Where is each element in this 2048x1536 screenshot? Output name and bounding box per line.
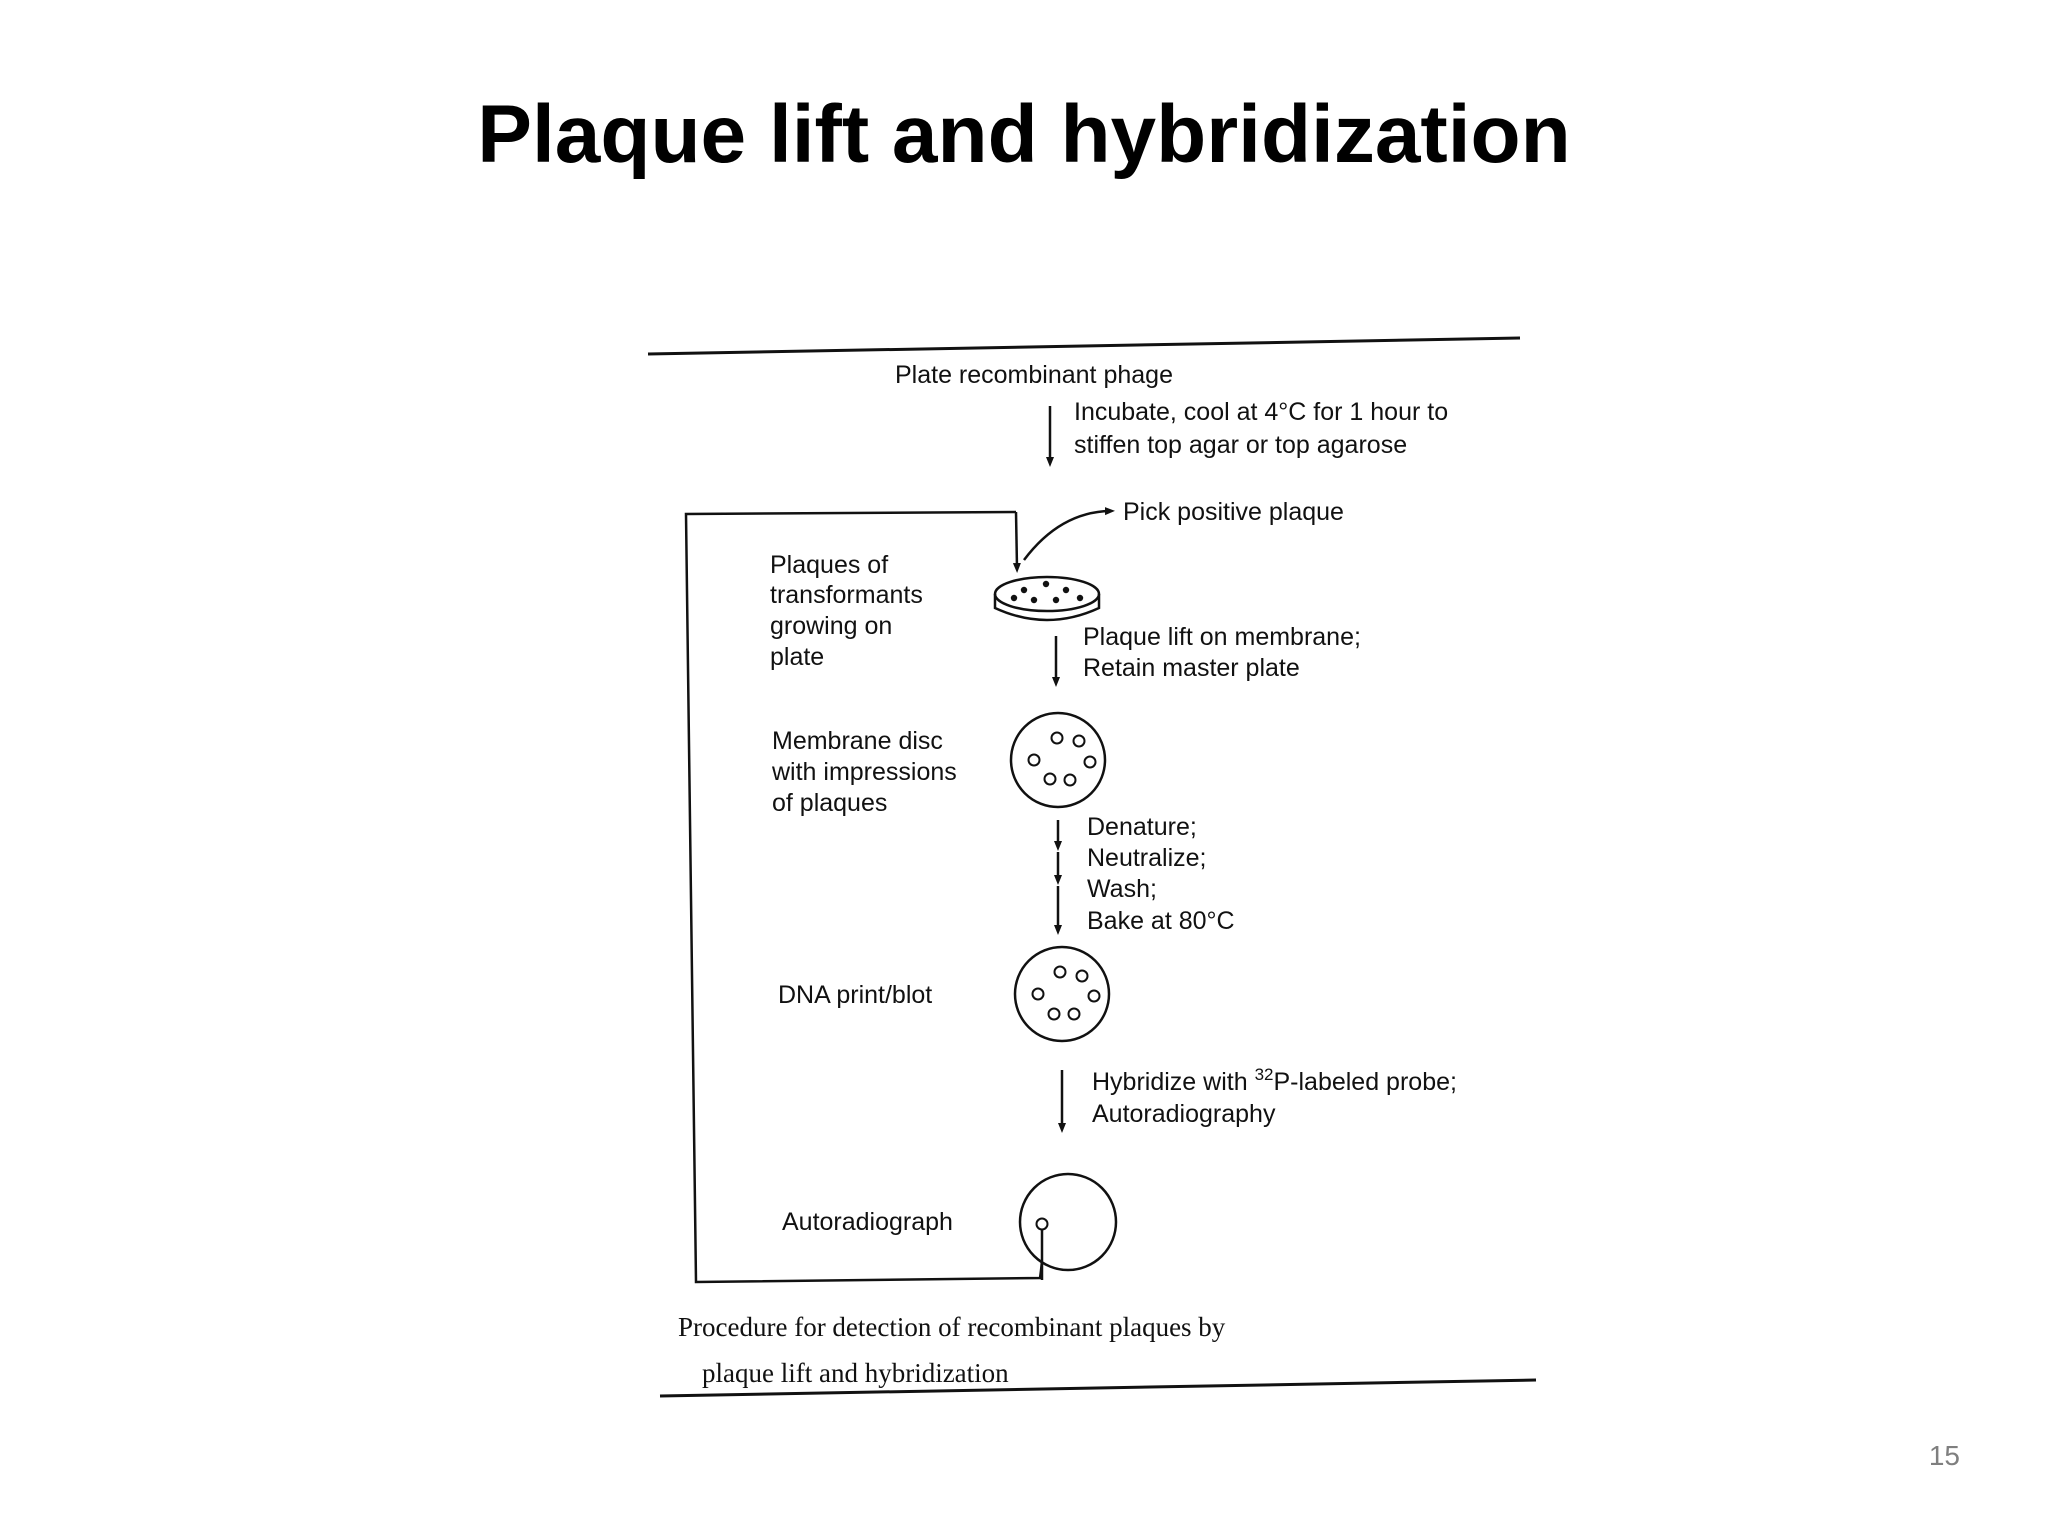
plate-label-3: growing on	[770, 612, 893, 640]
membrane-disc-icon	[1011, 713, 1105, 807]
step4-line1	[1092, 1065, 1457, 1096]
loop-arrow-to-plate	[1016, 512, 1017, 568]
plate-label-4: plate	[770, 643, 825, 671]
autoradiograph-icon	[1020, 1174, 1116, 1270]
petri-plate-icon	[995, 577, 1099, 620]
step1-line2: stiffen top agar or top agarose	[1074, 431, 1408, 459]
plate-label-1: Plaques of	[770, 551, 889, 579]
plate-label-2: transformants	[770, 581, 923, 609]
step2-line1: Plaque lift on membrane;	[1083, 623, 1361, 651]
caption-line2: plaque lift and hybridization	[702, 1358, 1009, 1388]
dna-blot-icon	[1015, 947, 1109, 1041]
page-number: 15	[1928, 1440, 1960, 1471]
step2-line2: Retain master plate	[1083, 654, 1300, 682]
slide-title: Plaque lift and hybridization	[477, 89, 1571, 180]
start-label: Plate recombinant phage	[895, 361, 1173, 389]
step3-line4: Bake at 80°C	[1087, 907, 1235, 935]
pick-arrow	[1024, 511, 1110, 560]
step3-line1: Denature;	[1087, 813, 1197, 841]
caption-line1: Procedure for detection of recombinant plaques by	[678, 1312, 1226, 1342]
pick-label: Pick positive plaque	[1123, 498, 1344, 526]
step4-superscript: 32	[1254, 1065, 1274, 1084]
blot-label: DNA print/blot	[778, 981, 933, 1009]
step4-line2: Autoradiography	[1092, 1100, 1276, 1128]
autorad-label: Autoradiograph	[782, 1208, 953, 1236]
step1-line1: Incubate, cool at 4°C for 1 hour to	[1074, 398, 1449, 426]
step3-line3: Wash;	[1087, 875, 1157, 903]
membrane-label-2: with impressions	[772, 758, 957, 786]
top-rule	[648, 338, 1520, 354]
membrane-label-1: Membrane disc	[772, 727, 943, 755]
step3-line2: Neutralize;	[1087, 844, 1207, 872]
membrane-label-3: of plaques	[772, 789, 888, 817]
step4-prefix: Hybridize with	[1092, 1068, 1255, 1096]
step4-suffix: P-labeled probe;	[1273, 1068, 1457, 1096]
